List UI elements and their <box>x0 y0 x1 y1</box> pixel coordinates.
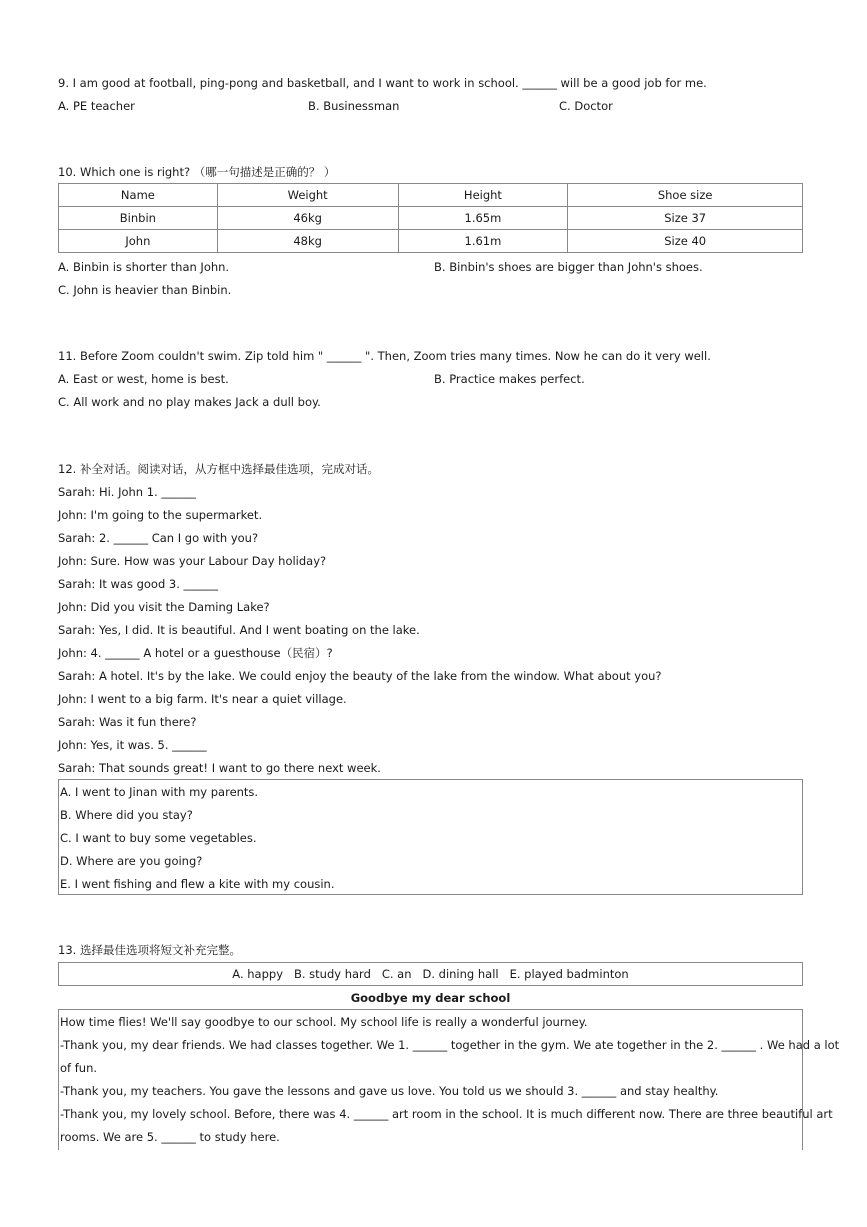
table-row <box>59 230 803 253</box>
q11-stem: 11. Before Zoom couldn't swim. Zip told him " ______ ". Then, Zoom tries many times. Now he can do it very well. <box>58 349 711 363</box>
passage-line: How time flies! We'll say goodbye to our school. My school life is really a wonderful journey. <box>60 1015 588 1029</box>
table-header-row <box>59 184 803 207</box>
dialogue-line: John: I went to a big farm. It's near a quiet village. <box>58 692 347 706</box>
table-header-cell: Weight <box>217 184 398 207</box>
word-bank-text: A. happy B. study hard C. an D. dining hall E. played badminton <box>232 967 629 981</box>
table-cell: 48kg <box>217 230 398 253</box>
dialogue-line: Sarah: Yes, I did. It is beautiful. And I went boating on the lake. <box>58 623 420 637</box>
dialogue-line: John: 4. ______ A hotel or a guesthouse（民宿）? <box>58 646 333 660</box>
dialogue-line: Sarah: It was good 3. ______ <box>58 577 219 591</box>
table-cell: John <box>59 230 218 253</box>
table-cell: 1.61m <box>398 230 568 253</box>
q12-stem: 12. 补全对话。阅读对话，从方框中选择最佳选项，完成对话。 <box>58 462 379 476</box>
q13-stem: 13. 选择最佳选项将短文补充完整。 <box>58 943 241 957</box>
q9-stem: 9. I am good at football, ping-pong and basketball, and I want to work in school. ______ will be a good job for me. <box>58 76 707 90</box>
q13-passage-box <box>58 1009 840 1150</box>
q9-option-a[interactable]: A. PE teacher <box>58 99 135 113</box>
passage-line: -Thank you, my lovely school. Before, there was 4. ______ art room in the school. It is much different now. There are three beautiful art <box>60 1107 833 1121</box>
table-cell: 1.65m <box>398 207 568 230</box>
passage-line: -Thank you, my teachers. You gave the lessons and gave us love. You told us we should 3. ______ and stay healthy. <box>60 1084 719 1098</box>
q9-option-c[interactable]: C. Doctor <box>559 99 613 113</box>
table-cell: Binbin <box>59 207 218 230</box>
q13-word-bank <box>58 962 803 986</box>
dialogue-line: John: Did you visit the Daming Lake? <box>58 600 270 614</box>
q10-table <box>58 183 803 253</box>
dialogue-line: Sarah: That sounds great! I want to go there next week. <box>58 761 381 775</box>
table-header-cell: Shoe size <box>568 184 803 207</box>
dialogue-line: Sarah: Hi. John 1. ______ <box>58 485 196 499</box>
table-cell: 46kg <box>217 207 398 230</box>
choice-item[interactable]: A. I went to Jinan with my parents. <box>60 785 259 799</box>
q11-option-b[interactable]: B. Practice makes perfect. <box>434 372 585 386</box>
q10-option-a[interactable]: A. Binbin is shorter than John. <box>58 260 230 274</box>
dialogue-line: Sarah: A hotel. It's by the lake. We could enjoy the beauty of the lake from the window. What about you? <box>58 669 662 683</box>
passage-title: Goodbye my dear school <box>350 991 511 1005</box>
q9-option-b[interactable]: B. Businessman <box>308 99 400 113</box>
table-cell: Size 40 <box>568 230 803 253</box>
q11-option-c[interactable]: C. All work and no play makes Jack a dull boy. <box>58 395 321 409</box>
q11-option-a[interactable]: A. East or west, home is best. <box>58 372 229 386</box>
q10-option-c[interactable]: C. John is heavier than Binbin. <box>58 283 232 297</box>
choice-item[interactable]: B. Where did you stay? <box>60 808 193 822</box>
passage-line: rooms. We are 5. ______ to study here. <box>60 1130 280 1144</box>
passage-line: of fun. <box>60 1061 98 1075</box>
dialogue-line: John: I'm going to the supermarket. <box>58 508 263 522</box>
dialogue-line: Sarah: 2. ______ Can I go with you? <box>58 531 259 545</box>
table-header-cell: Name <box>59 184 218 207</box>
table-row <box>59 207 803 230</box>
dialogue-line: John: Yes, it was. 5. ______ <box>58 738 207 752</box>
choice-item[interactable]: D. Where are you going? <box>60 854 203 868</box>
table-header-cell: Height <box>398 184 568 207</box>
dialogue-line: John: Sure. How was your Labour Day holiday? <box>58 554 327 568</box>
q10-stem: 10. Which one is right? （哪一句描述是正确的？ ） <box>58 165 336 179</box>
q12-choices-box <box>58 779 803 895</box>
dialogue-line: Sarah: Was it fun there? <box>58 715 197 729</box>
passage-line: -Thank you, my dear friends. We had classes together. We 1. ______ together in the gym. We ate together in the 2. ______ . We had a lot <box>60 1038 840 1052</box>
choice-item[interactable]: C. I want to buy some vegetables. <box>60 831 257 845</box>
choice-item[interactable]: E. I went fishing and flew a kite with my cousin. <box>60 877 335 891</box>
table-cell: Size 37 <box>568 207 803 230</box>
q10-option-b[interactable]: B. Binbin's shoes are bigger than John's shoes. <box>434 260 703 274</box>
